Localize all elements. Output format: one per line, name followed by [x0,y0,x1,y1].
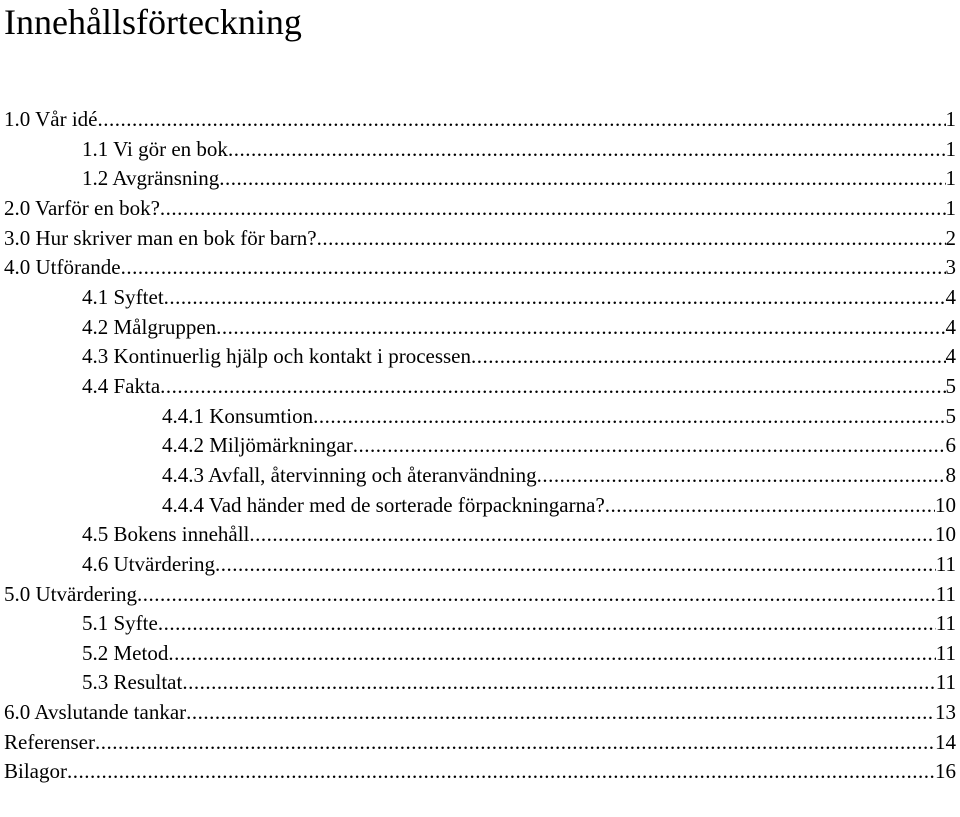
toc-entry-label: 5.2 Metod [82,640,169,665]
table-of-contents [0,105,960,787]
dot-leader [158,609,936,639]
dot-leader [67,757,935,787]
toc-page-number: 4 [945,284,956,309]
dot-leader [95,728,935,758]
toc-entry-label: 4.5 Bokens innehåll [82,522,250,547]
toc-entry-label: 4.1 Syftet [82,284,164,309]
toc-page-number: 11 [935,670,956,695]
toc-page-number: 16 [935,759,956,784]
toc-entry[interactable] [0,728,960,758]
toc-entry[interactable] [0,609,960,639]
toc-page-number: 10 [935,522,956,547]
toc-page-number: 11 [935,551,956,576]
toc-page-number: 5 [945,373,956,398]
toc-entry[interactable] [0,698,960,728]
toc-entry-label: 5.1 Syfte [82,611,158,636]
dot-leader [160,372,945,402]
toc-page-number: 1 [945,195,956,220]
toc-entry-label: 5.3 Resultat [82,670,183,695]
toc-entry[interactable] [0,135,960,165]
dot-leader [353,431,946,461]
toc-entry-label: Referenser [4,729,95,754]
toc-entry-label: 6.0 Avslutande tankar [4,700,187,725]
dot-leader [137,580,936,610]
toc-entry-label: 5.0 Utvärdering [4,581,137,606]
dot-leader [219,164,945,194]
toc-page-number: 11 [935,640,956,665]
toc-entry-label: 4.4.4 Vad händer med de sorterade förpackningarna? [162,492,605,517]
toc-entry[interactable] [0,342,960,372]
page-title: Innehållsförteckning [4,2,302,42]
toc-entry-label: 3.0 Hur skriver man en bok för barn? [4,225,317,250]
toc-entry-label: 1.1 Vi gör en bok [82,136,228,161]
toc-entry[interactable] [0,224,960,254]
dot-leader [186,698,935,728]
toc-entry[interactable] [0,550,960,580]
toc-entry-label: 4.6 Utvärdering [82,551,215,576]
dot-leader [216,313,945,343]
toc-entry[interactable] [0,164,960,194]
toc-entry[interactable] [0,668,960,698]
toc-page-number: 4 [945,344,956,369]
toc-entry-label: 4.4.2 Miljömärkningar [162,433,353,458]
toc-page-number: 11 [935,581,956,606]
dot-leader [228,135,946,165]
toc-entry[interactable] [0,372,960,402]
toc-entry[interactable] [0,491,960,521]
toc-entry[interactable] [0,313,960,343]
toc-entry[interactable] [0,194,960,224]
toc-entry[interactable] [0,580,960,610]
toc-entry-label: 4.2 Målgruppen [82,314,217,339]
dot-leader [317,224,946,254]
toc-entry[interactable] [0,461,960,491]
toc-entry-label: 4.3 Kontinuerlig hjälp och kontakt i processen [82,344,472,369]
toc-entry-label: 4.0 Utförande [4,255,121,280]
toc-entry[interactable] [0,639,960,669]
toc-entry-label: 1.0 Vår idé [4,107,98,131]
dot-leader [215,550,936,580]
toc-page-number: 1 [945,136,956,161]
toc-page-number: 1 [945,166,956,191]
toc-page-number: 4 [945,314,956,339]
toc-page-number: 6 [945,433,956,458]
dot-leader [160,194,946,224]
toc-page-number: 10 [935,492,956,517]
dot-leader [605,491,935,521]
toc-page-number: 14 [935,729,956,754]
toc-entry[interactable] [0,402,960,432]
toc-entry-label: 4.4.1 Konsumtion [162,403,314,428]
toc-entry[interactable] [0,253,960,283]
toc-entry[interactable] [0,520,960,550]
toc-page-number: 2 [945,225,956,250]
toc-entry[interactable] [0,757,960,787]
toc-page-number: 11 [935,611,956,636]
toc-entry-label: Bilagor [4,759,67,784]
dot-leader [537,461,946,491]
toc-page-number: 1 [945,107,956,131]
toc-entry-label: 1.2 Avgränsning [82,166,220,191]
toc-entry-label: 4.4.3 Avfall, återvinning och återanvändning [162,462,537,487]
dot-leader [98,105,946,135]
toc-entry[interactable] [0,431,960,461]
toc-page-number: 13 [935,700,956,725]
dot-leader [121,253,946,283]
dot-leader [471,342,945,372]
toc-entry[interactable] [0,105,960,135]
toc-page-number: 3 [945,255,956,280]
dot-leader [313,402,945,432]
dot-leader [168,639,935,669]
toc-page-number: 5 [945,403,956,428]
dot-leader [249,520,935,550]
dot-leader [182,668,935,698]
toc-entry-label: 4.4 Fakta [82,373,161,398]
toc-page-number: 8 [945,462,956,487]
dot-leader [164,283,946,313]
toc-entry-label: 2.0 Varför en bok? [4,195,160,220]
toc-entry[interactable] [0,283,960,313]
